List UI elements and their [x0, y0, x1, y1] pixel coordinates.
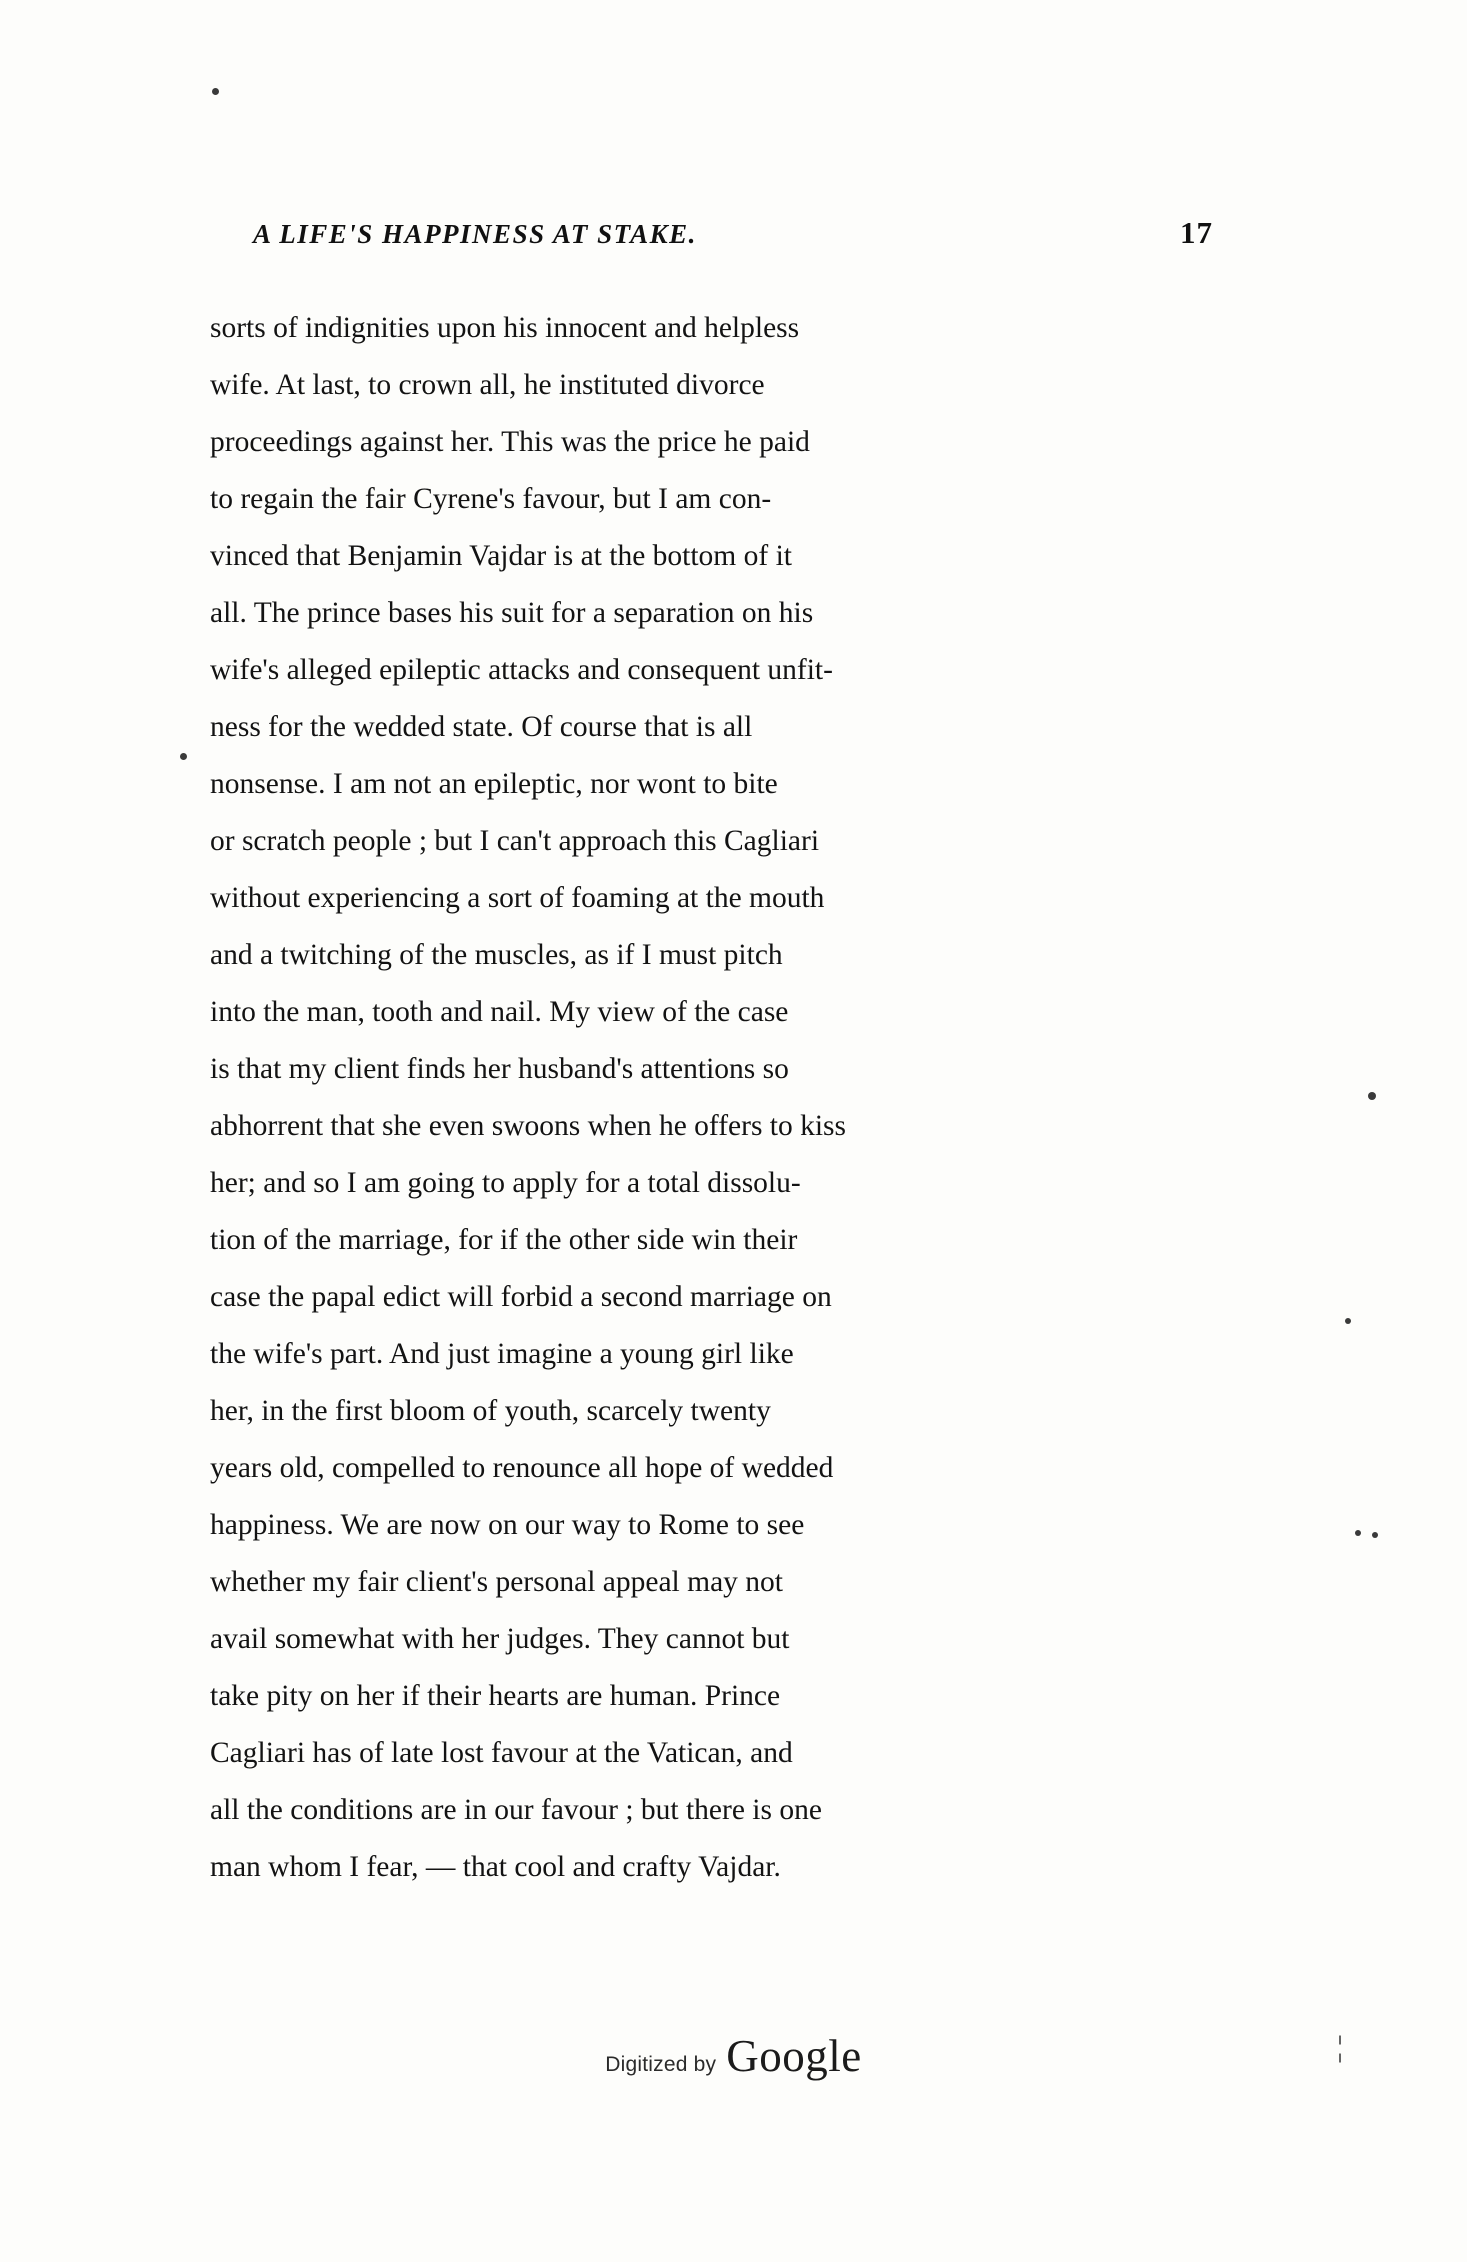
text-line: to regain the fair Cyrene's favour, but I am con-: [210, 483, 772, 515]
text-line: tion of the marriage, for if the other side win their: [210, 1224, 798, 1256]
text-line: happiness. We are now on our way to Rome to see: [210, 1509, 805, 1541]
text-line: her; and so I am going to apply for a total dissolu-: [210, 1167, 801, 1199]
text-line: ness for the wedded state. Of course that is all: [210, 711, 753, 743]
paragraph: [210, 300, 1210, 1896]
text-line: avail somewhat with her judges. They cannot but: [210, 1623, 790, 1655]
page-header: [253, 215, 1213, 251]
scan-speck: [180, 753, 187, 760]
text-line: wife. At last, to crown all, he instituted divorce: [210, 369, 765, 401]
digitized-by-label: Digitized by: [605, 2053, 717, 2076]
text-line: the wife's part. And just imagine a young girl like: [210, 1338, 794, 1370]
text-line: wife's alleged epileptic attacks and consequent unfit-: [210, 654, 833, 686]
text-line: without experiencing a sort of foaming at the mouth: [210, 882, 825, 914]
running-head: A LIFE'S HAPPINESS AT STAKE.: [253, 219, 697, 249]
text-line: man whom I fear, — that cool and crafty Vajdar.: [210, 1851, 781, 1883]
text-line: Cagliari has of late lost favour at the Vatican, and: [210, 1737, 793, 1769]
text-line: into the man, tooth and nail. My view of the case: [210, 996, 789, 1028]
page-number: 17: [1180, 215, 1213, 250]
text-line: is that my client finds her husband's attentions so: [210, 1053, 789, 1085]
text-line: all the conditions are in our favour ; but there is one: [210, 1794, 822, 1826]
body-text: [210, 300, 1210, 1896]
text-line: all. The prince bases his suit for a separation on his: [210, 597, 814, 629]
text-line: her, in the first bloom of youth, scarcely twenty: [210, 1395, 771, 1427]
text-line: sorts of indignities upon his innocent and helpless: [210, 312, 800, 344]
google-logo: Google: [726, 2031, 862, 2081]
binding-mark: ¦: [1337, 2030, 1344, 2063]
text-line: whether my fair client's personal appeal may not: [210, 1566, 783, 1598]
text-line: proceedings against her. This was the price he paid: [210, 426, 810, 458]
digitization-footer: [0, 2030, 1467, 2082]
text-line: or scratch people ; but I can't approach this Cagliari: [210, 825, 820, 857]
text-line: vinced that Benjamin Vajdar is at the bottom of it: [210, 540, 792, 572]
scan-speck: [1368, 1092, 1376, 1100]
scan-speck: [1355, 1530, 1361, 1536]
text-line: years old, compelled to renounce all hope of wedded: [210, 1452, 834, 1484]
scan-speck: [1345, 1318, 1351, 1324]
text-line: nonsense. I am not an epileptic, nor wont to bite: [210, 768, 778, 800]
scan-speck: [1372, 1532, 1378, 1538]
text-line: abhorrent that she even swoons when he offers to kiss: [210, 1110, 847, 1142]
text-line: and a twitching of the muscles, as if I must pitch: [210, 939, 783, 971]
text-line: take pity on her if their hearts are human. Prince: [210, 1680, 781, 1712]
text-line: case the papal edict will forbid a second marriage on: [210, 1281, 832, 1313]
scan-speck: [212, 88, 219, 95]
